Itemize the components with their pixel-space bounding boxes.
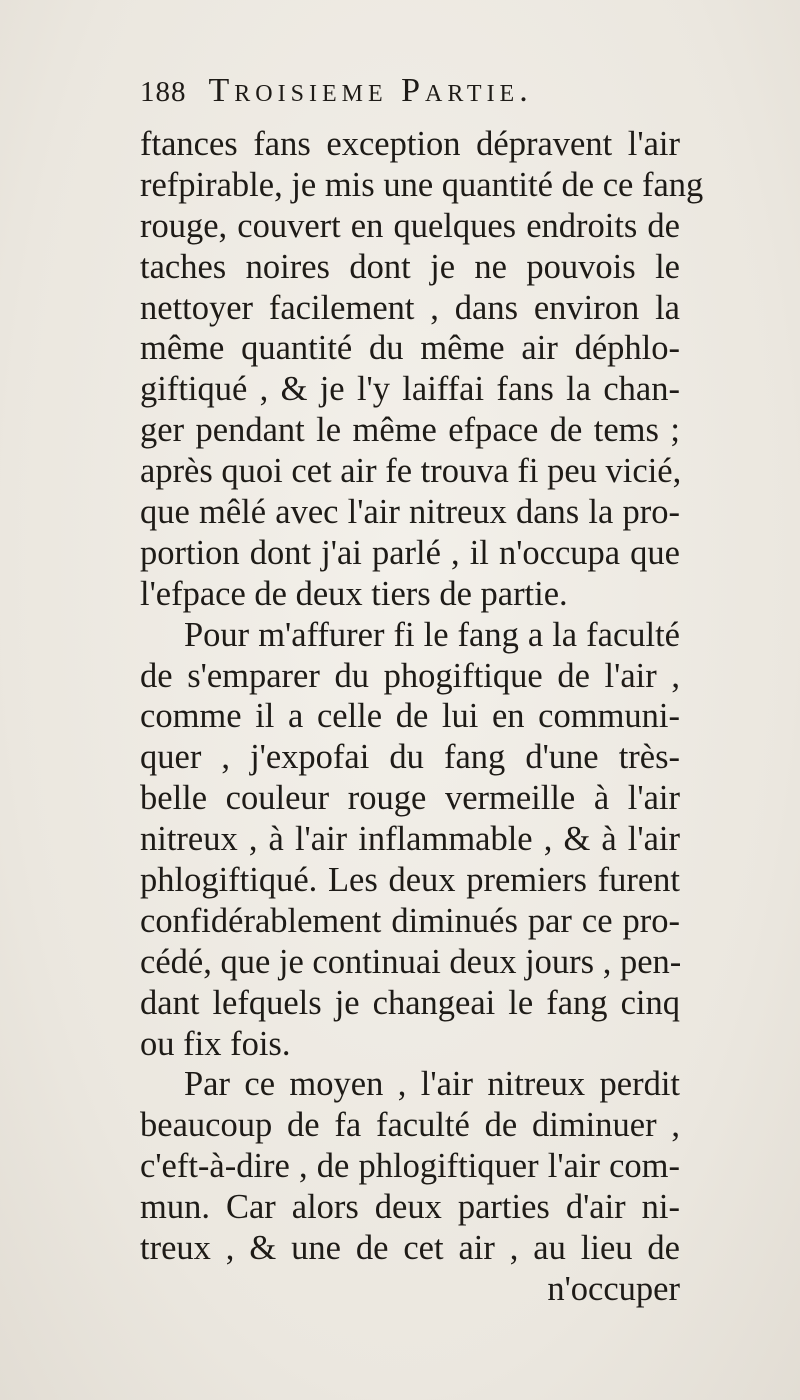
- text-line: confidérablement diminués par ce pro-: [140, 901, 680, 940]
- text-line: beaucoup de fa faculté de diminuer ,: [140, 1106, 680, 1145]
- text-line: belle couleur rouge vermeille à l'air: [140, 779, 680, 818]
- text-line: mun. Car alors deux parties d'air ni-: [140, 1188, 680, 1227]
- running-head: [140, 72, 660, 116]
- page-number: 188: [140, 76, 187, 108]
- text-line: dant lefquels je changeai le fang cinq: [140, 983, 680, 1022]
- text-line: que mêlé avec l'air nitreux dans la pro-: [140, 493, 680, 532]
- paragraph-start-line: Par ce moyen , l'air nitreux perdit: [184, 1065, 680, 1104]
- text-line: après quoi cet air fe trouva fi peu vicié,: [140, 452, 682, 491]
- text-line: giftiqué , & je l'y laiffai fans la chan-: [140, 370, 680, 409]
- text-line: l'efpace de deux tiers de partie.: [140, 574, 568, 613]
- text-line: ftances fans exception dépravent l'air: [140, 125, 680, 163]
- text-line: c'eft-à-dire , de phlogiftiquer l'air com-: [140, 1147, 680, 1186]
- text-line: de s'emparer du phogiftique de l'air ,: [140, 656, 680, 695]
- text-line: phlogiftiqué. Les deux premiers furent: [140, 861, 680, 900]
- paragraph-start-line: Pour m'affurer fi le fang a la faculté: [184, 615, 680, 654]
- text-line: ger pendant le même efpace de tems ;: [140, 411, 680, 450]
- text-line: quer , j'expofai du fang d'une très-: [140, 738, 680, 777]
- text-line: même quantité du même air déphlo-: [140, 329, 680, 368]
- text-line: nitreux , à l'air inflammable , & à l'air: [140, 820, 680, 859]
- text-line: ou fix fois.: [140, 1024, 291, 1063]
- text-line: portion dont j'ai parlé , il n'occupa que: [140, 533, 680, 572]
- text-line: nettoyer facilement , dans environ la: [140, 288, 680, 327]
- text-line: rouge, couvert en quelques endroits de: [140, 206, 680, 245]
- text-line: comme il a celle de lui en communi-: [140, 697, 680, 736]
- text-line: taches noires dont je ne pouvois le: [140, 247, 680, 286]
- text-line: cédé, que je continuai deux jours , pen-: [140, 942, 682, 981]
- running-title: Troisieme Partie.: [208, 72, 533, 109]
- text-line: refpirable, je mis une quantité de ce fang: [140, 165, 704, 204]
- catchword: n'occuper: [547, 1269, 680, 1308]
- body-text: [140, 124, 704, 1310]
- text-line: treux , & une de cet air , au lieu de: [140, 1229, 680, 1268]
